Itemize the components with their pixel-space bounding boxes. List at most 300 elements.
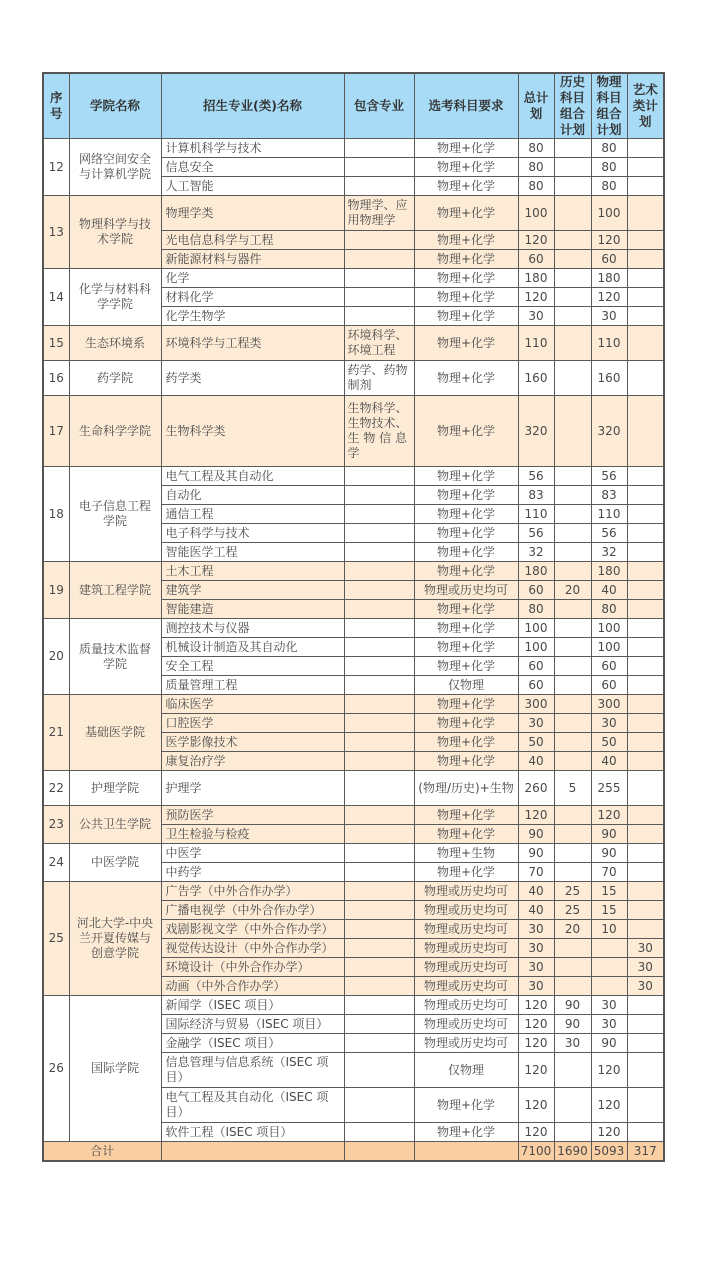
total-label: 合计 xyxy=(43,1142,161,1162)
table-row xyxy=(43,396,664,467)
major-name: 环境设计（中外合作办学） xyxy=(161,958,344,977)
major-name: 光电信息科学与工程 xyxy=(161,231,344,250)
plan-history: 5 xyxy=(554,771,591,806)
subject-requirement: 物理+化学 xyxy=(414,307,518,326)
major-name: 信息安全 xyxy=(161,158,344,177)
plan-art: 30 xyxy=(627,977,664,996)
plan-history xyxy=(554,619,591,638)
college-name: 生命科学学院 xyxy=(69,396,161,467)
college-number: 18 xyxy=(43,467,69,562)
included-majors xyxy=(344,158,414,177)
plan-history xyxy=(554,139,591,158)
plan-history xyxy=(554,250,591,269)
included-majors xyxy=(344,231,414,250)
plan-physics: 110 xyxy=(591,505,627,524)
major-name: 智能建造 xyxy=(161,600,344,619)
subject-requirement: 物理+化学 xyxy=(414,657,518,676)
plan-history xyxy=(554,825,591,844)
plan-history: 20 xyxy=(554,920,591,939)
subject-requirement: 物理+化学 xyxy=(414,825,518,844)
plan-art xyxy=(627,920,664,939)
included-majors xyxy=(344,714,414,733)
major-name: 护理学 xyxy=(161,771,344,806)
plan-art xyxy=(627,752,664,771)
major-name: 信息管理与信息系统（ISEC 项目） xyxy=(161,1053,344,1088)
included-majors xyxy=(344,939,414,958)
included-majors xyxy=(344,581,414,600)
college-name: 网络空间安全与计算机学院 xyxy=(69,139,161,196)
plan-art xyxy=(627,619,664,638)
table-row xyxy=(43,562,664,581)
college-name: 药学院 xyxy=(69,361,161,396)
plan-art xyxy=(627,863,664,882)
plan-history: 20 xyxy=(554,581,591,600)
major-name: 化学生物学 xyxy=(161,307,344,326)
header-college: 学院名称 xyxy=(69,73,161,139)
plan-art xyxy=(627,524,664,543)
college-number: 15 xyxy=(43,326,69,361)
plan-total: 110 xyxy=(518,326,554,361)
subject-requirement: 仅物理 xyxy=(414,1053,518,1088)
plan-total: 80 xyxy=(518,139,554,158)
plan-art xyxy=(627,396,664,467)
plan-total: 40 xyxy=(518,882,554,901)
major-name: 戏剧影视文学（中外合作办学） xyxy=(161,920,344,939)
college-number: 23 xyxy=(43,806,69,844)
plan-art xyxy=(627,361,664,396)
plan-total: 120 xyxy=(518,1034,554,1053)
plan-total: 300 xyxy=(518,695,554,714)
subject-requirement: 物理+化学 xyxy=(414,1123,518,1142)
plan-art xyxy=(627,771,664,806)
plan-physics: 255 xyxy=(591,771,627,806)
plan-total: 120 xyxy=(518,231,554,250)
table-row xyxy=(43,467,664,486)
plan-art xyxy=(627,882,664,901)
plan-physics: 10 xyxy=(591,920,627,939)
major-name: 通信工程 xyxy=(161,505,344,524)
subject-requirement: 物理+化学 xyxy=(414,269,518,288)
plan-physics: 32 xyxy=(591,543,627,562)
included-majors xyxy=(344,1088,414,1123)
major-name: 化学 xyxy=(161,269,344,288)
subject-requirement: 物理+生物 xyxy=(414,844,518,863)
major-name: 机械设计制造及其自动化 xyxy=(161,638,344,657)
plan-art xyxy=(627,1015,664,1034)
plan-history xyxy=(554,326,591,361)
total-physics: 5093 xyxy=(591,1142,627,1162)
subject-requirement: 物理+化学 xyxy=(414,543,518,562)
plan-physics: 40 xyxy=(591,581,627,600)
included-majors xyxy=(344,562,414,581)
plan-art xyxy=(627,250,664,269)
major-name: 材料化学 xyxy=(161,288,344,307)
plan-total: 80 xyxy=(518,600,554,619)
plan-total: 120 xyxy=(518,1088,554,1123)
plan-physics: 80 xyxy=(591,158,627,177)
table-row xyxy=(43,326,664,361)
major-name: 广播电视学（中外合作办学） xyxy=(161,901,344,920)
plan-art xyxy=(627,269,664,288)
included-majors xyxy=(344,638,414,657)
plan-physics: 80 xyxy=(591,600,627,619)
plan-history: 90 xyxy=(554,1015,591,1034)
plan-art xyxy=(627,844,664,863)
plan-total: 120 xyxy=(518,1053,554,1088)
plan-total: 100 xyxy=(518,619,554,638)
subject-requirement: 物理+化学 xyxy=(414,638,518,657)
plan-history xyxy=(554,196,591,231)
subject-requirement: 物理或历史均可 xyxy=(414,996,518,1015)
total-empty-req xyxy=(414,1142,518,1162)
subject-requirement: 物理或历史均可 xyxy=(414,1015,518,1034)
included-majors xyxy=(344,250,414,269)
major-name: 中药学 xyxy=(161,863,344,882)
subject-requirement: (物理/历史)+生物 xyxy=(414,771,518,806)
plan-history xyxy=(554,958,591,977)
plan-history xyxy=(554,733,591,752)
major-name: 国际经济与贸易（ISEC 项目） xyxy=(161,1015,344,1034)
plan-physics: 160 xyxy=(591,361,627,396)
plan-physics: 15 xyxy=(591,882,627,901)
total-art: 317 xyxy=(627,1142,664,1162)
plan-history: 90 xyxy=(554,996,591,1015)
header-art: 艺术类计划 xyxy=(627,73,664,139)
major-name: 卫生检验与检疫 xyxy=(161,825,344,844)
subject-requirement: 物理+化学 xyxy=(414,524,518,543)
subject-requirement: 物理+化学 xyxy=(414,562,518,581)
plan-total: 30 xyxy=(518,958,554,977)
plan-art xyxy=(627,825,664,844)
subject-requirement: 物理+化学 xyxy=(414,733,518,752)
header-includes: 包含专业 xyxy=(344,73,414,139)
included-majors xyxy=(344,1034,414,1053)
included-majors: 药学、药物制剂 xyxy=(344,361,414,396)
included-majors: 生物科学、生物技术、生 物 信 息 学 xyxy=(344,396,414,467)
plan-art xyxy=(627,307,664,326)
plan-history: 25 xyxy=(554,882,591,901)
table-row xyxy=(43,844,664,863)
included-majors xyxy=(344,863,414,882)
included-majors xyxy=(344,695,414,714)
plan-art xyxy=(627,1088,664,1123)
table-row xyxy=(43,695,664,714)
table-row xyxy=(43,139,664,158)
included-majors xyxy=(344,288,414,307)
major-name: 自动化 xyxy=(161,486,344,505)
college-number: 21 xyxy=(43,695,69,771)
table-row xyxy=(43,996,664,1015)
subject-requirement: 物理+化学 xyxy=(414,177,518,196)
plan-history xyxy=(554,307,591,326)
plan-physics: 50 xyxy=(591,733,627,752)
plan-art xyxy=(627,231,664,250)
major-name: 药学类 xyxy=(161,361,344,396)
subject-requirement: 物理+化学 xyxy=(414,695,518,714)
plan-art xyxy=(627,806,664,825)
college-name: 化学与材料科学学院 xyxy=(69,269,161,326)
plan-total: 60 xyxy=(518,581,554,600)
plan-physics: 100 xyxy=(591,196,627,231)
plan-physics: 120 xyxy=(591,1053,627,1088)
plan-total: 100 xyxy=(518,638,554,657)
table-body xyxy=(43,139,664,1142)
plan-art xyxy=(627,695,664,714)
subject-requirement: 物理+化学 xyxy=(414,139,518,158)
plan-art: 30 xyxy=(627,939,664,958)
plan-physics: 60 xyxy=(591,657,627,676)
included-majors xyxy=(344,996,414,1015)
total-row xyxy=(43,1142,664,1162)
included-majors xyxy=(344,771,414,806)
major-name: 口腔医学 xyxy=(161,714,344,733)
major-name: 电气工程及其自动化（ISEC 项目） xyxy=(161,1088,344,1123)
included-majors xyxy=(344,467,414,486)
major-name: 预防医学 xyxy=(161,806,344,825)
college-number: 14 xyxy=(43,269,69,326)
plan-total: 56 xyxy=(518,467,554,486)
subject-requirement: 物理+化学 xyxy=(414,486,518,505)
plan-art xyxy=(627,1034,664,1053)
subject-requirement: 物理+化学 xyxy=(414,250,518,269)
included-majors xyxy=(344,1015,414,1034)
header-total: 总计划 xyxy=(518,73,554,139)
plan-total: 320 xyxy=(518,396,554,467)
subject-requirement: 物理+化学 xyxy=(414,752,518,771)
table-row xyxy=(43,882,664,901)
major-name: 生物科学类 xyxy=(161,396,344,467)
plan-history xyxy=(554,543,591,562)
subject-requirement: 物理+化学 xyxy=(414,600,518,619)
college-name: 质量技术监督学院 xyxy=(69,619,161,695)
plan-physics: 300 xyxy=(591,695,627,714)
plan-total: 160 xyxy=(518,361,554,396)
major-name: 新能源材料与器件 xyxy=(161,250,344,269)
plan-physics: 180 xyxy=(591,562,627,581)
college-name: 国际学院 xyxy=(69,996,161,1142)
college-number: 19 xyxy=(43,562,69,619)
college-name: 电子信息工程学院 xyxy=(69,467,161,562)
total-empty-major xyxy=(161,1142,344,1162)
plan-physics: 180 xyxy=(591,269,627,288)
subject-requirement: 物理或历史均可 xyxy=(414,882,518,901)
plan-history xyxy=(554,467,591,486)
plan-history: 30 xyxy=(554,1034,591,1053)
included-majors xyxy=(344,505,414,524)
plan-total: 32 xyxy=(518,543,554,562)
plan-physics: 120 xyxy=(591,806,627,825)
college-number: 16 xyxy=(43,361,69,396)
college-name: 护理学院 xyxy=(69,771,161,806)
plan-art xyxy=(627,1123,664,1142)
plan-history xyxy=(554,269,591,288)
plan-art xyxy=(627,196,664,231)
plan-history xyxy=(554,177,591,196)
included-majors xyxy=(344,657,414,676)
plan-history xyxy=(554,562,591,581)
included-majors: 环境科学、环境工程 xyxy=(344,326,414,361)
enrollment-plan-table xyxy=(42,72,665,1162)
plan-physics: 90 xyxy=(591,1034,627,1053)
plan-art xyxy=(627,505,664,524)
plan-total: 90 xyxy=(518,844,554,863)
major-name: 医学影像技术 xyxy=(161,733,344,752)
subject-requirement: 物理+化学 xyxy=(414,361,518,396)
plan-total: 120 xyxy=(518,996,554,1015)
major-name: 康复治疗学 xyxy=(161,752,344,771)
plan-history xyxy=(554,396,591,467)
included-majors xyxy=(344,882,414,901)
subject-requirement: 物理或历史均可 xyxy=(414,581,518,600)
plan-history: 25 xyxy=(554,901,591,920)
plan-physics: 83 xyxy=(591,486,627,505)
total-sum: 7100 xyxy=(518,1142,554,1162)
plan-total: 30 xyxy=(518,939,554,958)
plan-art xyxy=(627,638,664,657)
table-row xyxy=(43,806,664,825)
college-number: 17 xyxy=(43,396,69,467)
plan-total: 110 xyxy=(518,505,554,524)
college-name: 河北大学-中央兰开夏传媒与创意学院 xyxy=(69,882,161,996)
major-name: 广告学（中外合作办学） xyxy=(161,882,344,901)
plan-total: 60 xyxy=(518,676,554,695)
plan-total: 80 xyxy=(518,158,554,177)
plan-physics: 80 xyxy=(591,139,627,158)
plan-physics: 56 xyxy=(591,524,627,543)
plan-art: 30 xyxy=(627,958,664,977)
plan-history xyxy=(554,714,591,733)
major-name: 质量管理工程 xyxy=(161,676,344,695)
subject-requirement: 仅物理 xyxy=(414,676,518,695)
subject-requirement: 物理+化学 xyxy=(414,288,518,307)
plan-history xyxy=(554,939,591,958)
included-majors xyxy=(344,752,414,771)
included-majors xyxy=(344,901,414,920)
included-majors: 物理学、应用物理学 xyxy=(344,196,414,231)
plan-total: 180 xyxy=(518,562,554,581)
major-name: 软件工程（ISEC 项目） xyxy=(161,1123,344,1142)
major-name: 金融学（ISEC 项目） xyxy=(161,1034,344,1053)
plan-total: 83 xyxy=(518,486,554,505)
major-name: 新闻学（ISEC 项目） xyxy=(161,996,344,1015)
plan-art xyxy=(627,581,664,600)
college-name: 物理科学与技术学院 xyxy=(69,196,161,269)
included-majors xyxy=(344,600,414,619)
plan-art xyxy=(627,139,664,158)
total-empty-includes xyxy=(344,1142,414,1162)
plan-physics: 70 xyxy=(591,863,627,882)
plan-physics xyxy=(591,977,627,996)
plan-history xyxy=(554,600,591,619)
plan-art xyxy=(627,467,664,486)
college-name: 中医学院 xyxy=(69,844,161,882)
included-majors xyxy=(344,844,414,863)
included-majors xyxy=(344,619,414,638)
plan-physics: 30 xyxy=(591,1015,627,1034)
plan-total: 60 xyxy=(518,657,554,676)
plan-physics: 120 xyxy=(591,288,627,307)
included-majors xyxy=(344,524,414,543)
plan-total: 260 xyxy=(518,771,554,806)
plan-total: 50 xyxy=(518,733,554,752)
subject-requirement: 物理+化学 xyxy=(414,714,518,733)
plan-total: 60 xyxy=(518,250,554,269)
college-name: 公共卫生学院 xyxy=(69,806,161,844)
subject-requirement: 物理或历史均可 xyxy=(414,939,518,958)
plan-history xyxy=(554,505,591,524)
plan-total: 30 xyxy=(518,977,554,996)
major-name: 电子科学与技术 xyxy=(161,524,344,543)
subject-requirement: 物理或历史均可 xyxy=(414,920,518,939)
major-name: 环境科学与工程类 xyxy=(161,326,344,361)
college-number: 13 xyxy=(43,196,69,269)
plan-total: 180 xyxy=(518,269,554,288)
included-majors xyxy=(344,269,414,288)
plan-total: 90 xyxy=(518,825,554,844)
plan-art xyxy=(627,562,664,581)
plan-physics: 15 xyxy=(591,901,627,920)
plan-physics: 120 xyxy=(591,231,627,250)
included-majors xyxy=(344,139,414,158)
major-name: 人工智能 xyxy=(161,177,344,196)
included-majors xyxy=(344,733,414,752)
included-majors xyxy=(344,486,414,505)
major-name: 智能医学工程 xyxy=(161,543,344,562)
plan-total: 40 xyxy=(518,901,554,920)
plan-physics xyxy=(591,939,627,958)
plan-history xyxy=(554,638,591,657)
plan-history xyxy=(554,231,591,250)
college-name: 生态环境系 xyxy=(69,326,161,361)
plan-physics: 30 xyxy=(591,996,627,1015)
header-requirement: 选考科目要求 xyxy=(414,73,518,139)
plan-art xyxy=(627,600,664,619)
plan-art xyxy=(627,657,664,676)
plan-art xyxy=(627,486,664,505)
plan-total: 80 xyxy=(518,177,554,196)
subject-requirement: 物理+化学 xyxy=(414,1088,518,1123)
subject-requirement: 物理+化学 xyxy=(414,231,518,250)
plan-history xyxy=(554,361,591,396)
plan-art xyxy=(627,996,664,1015)
plan-history xyxy=(554,752,591,771)
enrollment-plan-table-wrapper xyxy=(42,72,663,1162)
plan-history xyxy=(554,1088,591,1123)
college-number: 24 xyxy=(43,844,69,882)
plan-art xyxy=(627,676,664,695)
plan-physics: 110 xyxy=(591,326,627,361)
plan-total: 40 xyxy=(518,752,554,771)
included-majors xyxy=(344,543,414,562)
plan-total: 30 xyxy=(518,307,554,326)
major-name: 中医学 xyxy=(161,844,344,863)
plan-history xyxy=(554,524,591,543)
plan-physics: 30 xyxy=(591,714,627,733)
subject-requirement: 物理或历史均可 xyxy=(414,977,518,996)
included-majors xyxy=(344,676,414,695)
header-major: 招生专业(类)名称 xyxy=(161,73,344,139)
subject-requirement: 物理+化学 xyxy=(414,863,518,882)
subject-requirement: 物理或历史均可 xyxy=(414,958,518,977)
plan-physics: 120 xyxy=(591,1123,627,1142)
plan-physics: 80 xyxy=(591,177,627,196)
header-row xyxy=(43,73,664,139)
plan-art xyxy=(627,543,664,562)
plan-history xyxy=(554,1123,591,1142)
plan-physics: 40 xyxy=(591,752,627,771)
plan-total: 100 xyxy=(518,196,554,231)
header-no: 序号 xyxy=(43,73,69,139)
